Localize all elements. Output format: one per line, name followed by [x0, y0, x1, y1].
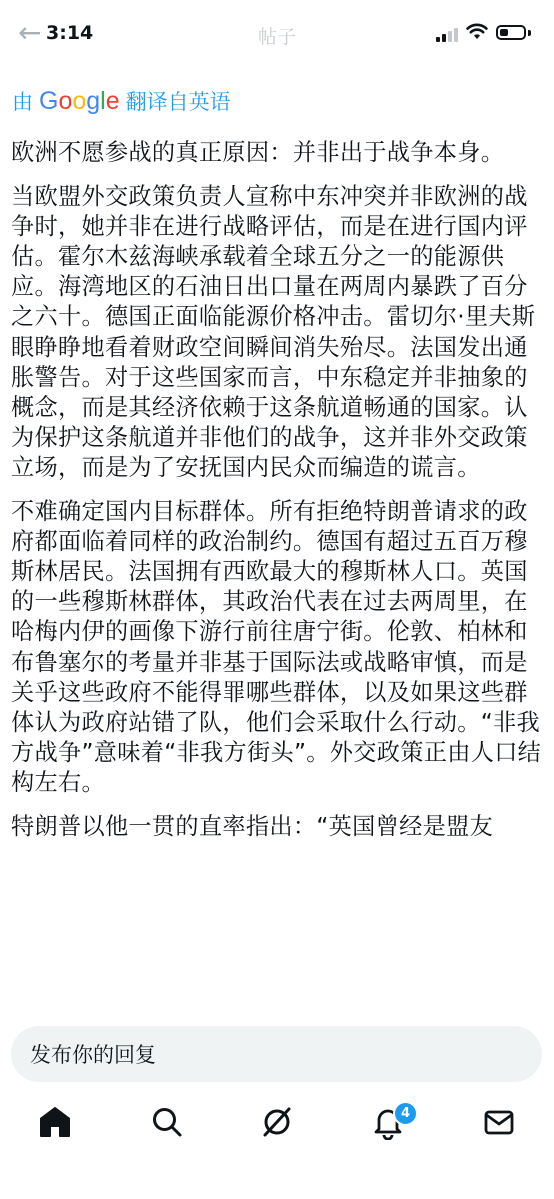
post-paragraph: 当欧盟外交政策负责人宣称中东冲突并非欧洲的战争时，她并非在进行战略评估，而是在进行国内评估。霍尔木兹海峡承载着全球五分之一的能源供应。海湾地区的石油日出口量在两周内暴跌了百分之六十。德国正面临能源价格冲击。雷切尔·里夫斯眼睁睁地看着财政空间瞬间消失殆尽。法国发出通胀警告。对于这些国家而言，中东稳定并非抽象的概念，而是其经济依赖于这条航道畅通的国家。认为保护这条航道并非他们的战争，这并非外交政策立场，而是为了安抚国内民众而编造的谎言。 — [11, 183, 536, 481]
reply-input[interactable]: 发布你的回复 — [11, 1026, 542, 1082]
reply-bar — [0, 1018, 554, 1090]
status-bar — [0, 0, 554, 62]
google-logo-letter: o — [72, 86, 87, 115]
google-logo-letter: g — [86, 86, 101, 115]
cellular-signal-icon — [436, 28, 458, 42]
translation-prefix: 由 — [12, 90, 33, 114]
translation-notice[interactable] — [12, 86, 231, 116]
battery-icon — [496, 25, 526, 40]
google-logo — [39, 87, 120, 116]
post-body — [11, 138, 547, 856]
google-logo-letter: l — [100, 86, 106, 115]
home-icon[interactable] — [37, 1104, 73, 1140]
bottom-tab-bar — [0, 1090, 554, 1199]
battery-tip — [528, 30, 531, 36]
back-arrow-icon[interactable]: ← — [18, 16, 42, 49]
translation-suffix: 翻译自英语 — [125, 90, 231, 114]
google-logo-letter: G — [39, 86, 59, 115]
post-paragraph: 不难确定国内目标群体。所有拒绝特朗普请求的政府都面临着同样的政治制约。德国有超过五百万穆斯林居民。法国拥有西欧最大的穆斯林人口。英国的一些穆斯林群体，其政治代表在过去两周里，在哈梅内伊的画像下游行前往唐宁街。伦敦、柏林和布鲁塞尔的考量并非基于国际法或战略审慎，而是关乎这些政府不能得罪哪些群体，以及如果这些群体认为政府站错了队，他们会采取什么行动。“非我方战争”意味着“非我方街头”。外交政策正由人口结构左右。 — [11, 498, 542, 796]
post-paragraph: 特朗普以他一贯的直率指出：“英国曾经是盟友 — [11, 812, 494, 840]
faded-page-title: 帖子 — [257, 26, 296, 48]
messages-icon[interactable] — [481, 1104, 517, 1140]
notifications-badge: 4 — [393, 1101, 418, 1126]
post-heading: 欧洲不愿参战的真正原因：并非出于战争本身。 — [11, 139, 505, 166]
search-icon[interactable] — [149, 1104, 185, 1140]
grok-icon[interactable] — [259, 1104, 295, 1140]
status-time: 3:14 — [46, 22, 94, 44]
google-logo-letter: o — [58, 86, 73, 115]
google-logo-letter: e — [105, 86, 120, 115]
wifi-icon — [466, 22, 488, 40]
